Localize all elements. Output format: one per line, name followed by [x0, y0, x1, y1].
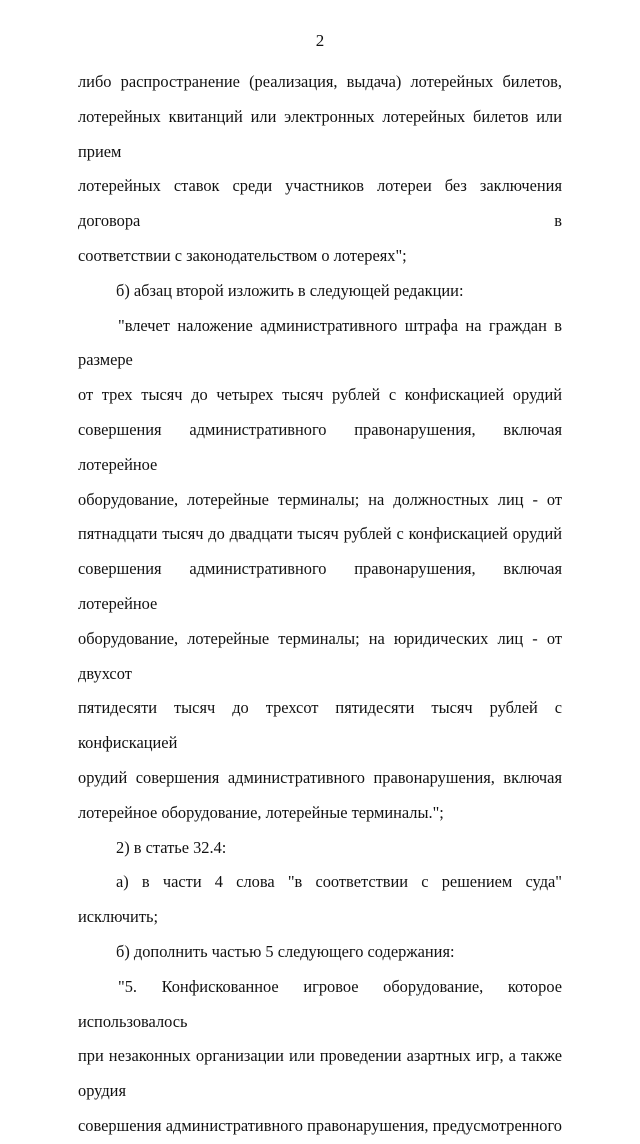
text-line: совершения административного правонарушения, включая лотерейное [78, 559, 562, 613]
text-line: орудий совершения административного правонарушения, включая [78, 767, 562, 787]
text-line: соответствии с законодательством о лотереях"; [78, 245, 407, 265]
text-line: оборудование, лотерейные терминалы; на юридических лиц - от двухсот [78, 628, 562, 683]
text-line: либо распространение (реализация, выдача) лотерейных билетов, [78, 72, 562, 91]
text-line: пятидесяти тысяч до трехсот пятидесяти тысяч рублей с конфискацией [78, 698, 562, 753]
text-line: совершения административного правонарушения, включая лотерейное [78, 419, 562, 474]
document-body [78, 65, 562, 1144]
text-line: б) дополнить частью 5 следующего содержания: [116, 941, 455, 961]
text-line: при незаконных организации или проведении азартных игр, а также орудия [78, 1046, 562, 1101]
text-line: а) в части 4 слова "в соответствии с решением суда" исключить; [78, 872, 562, 927]
text-line: оборудование, лотерейные терминалы; на должностных лиц - от [78, 489, 562, 509]
text-line: от трех тысяч до четырех тысяч рублей с конфискацией орудий [78, 385, 562, 405]
text-line: лотерейных квитанций или электронных лотерейных билетов или прием [78, 106, 562, 161]
text-line: б) абзац второй изложить в следующей редакции: [116, 280, 464, 300]
text-line: совершения административного правонарушения, предусмотренного [78, 1115, 562, 1135]
text-line: лотерейных ставок среди участников лотереи без заключения договора в [78, 176, 562, 231]
text-line: пятнадцати тысяч до двадцати тысяч рублей с конфискацией орудий [78, 524, 562, 544]
text-line: "влечет наложение административного штрафа на граждан в размере [78, 315, 562, 370]
page-number: 2 [315, 31, 325, 50]
text-line: лотерейное оборудование, лотерейные терминалы."; [78, 802, 444, 822]
text-line: 2) в статье 32.4: [116, 837, 227, 857]
text-line: "5. Конфискованное игровое оборудование, которое использовалось [78, 976, 562, 1031]
